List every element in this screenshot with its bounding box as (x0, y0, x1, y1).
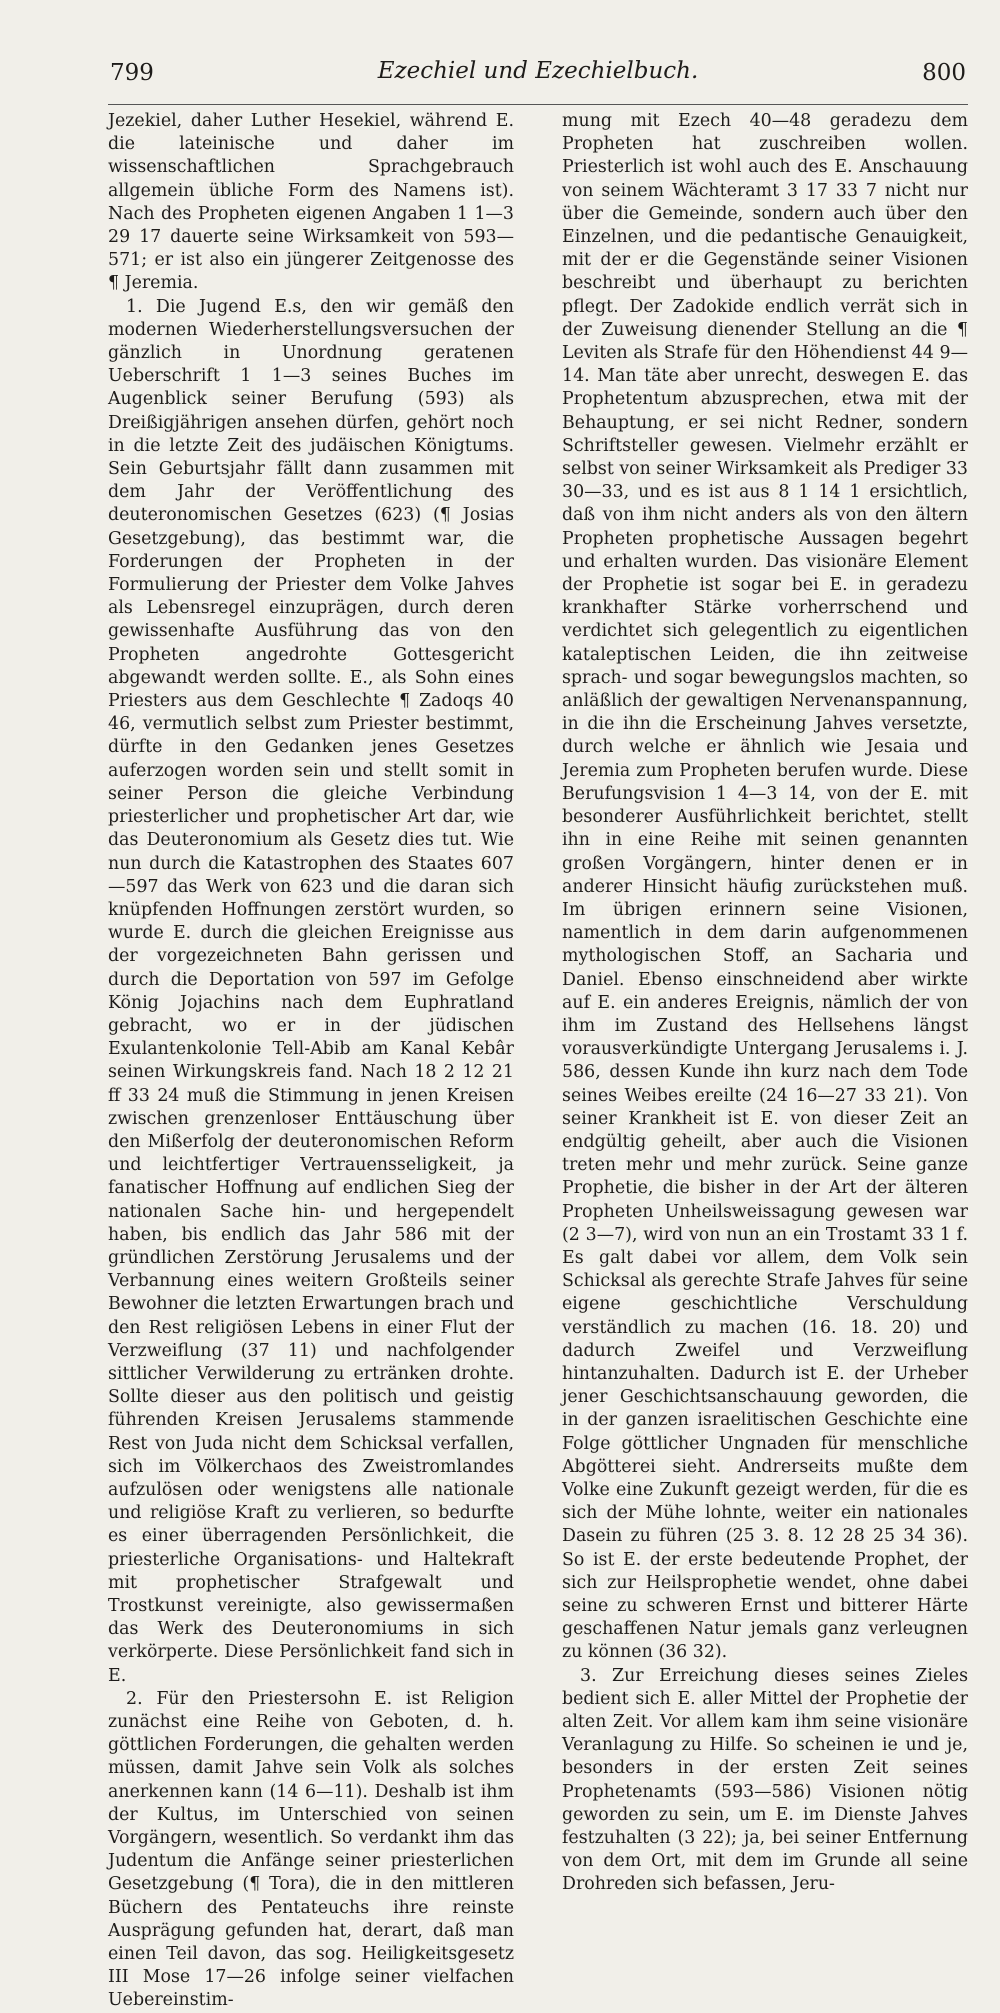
page-number-left: 799 (110, 60, 154, 86)
running-title: Ezechiel und Ezechielbuch. (377, 58, 699, 84)
header-rule (108, 104, 968, 105)
running-header (110, 58, 966, 98)
text-column-right (562, 110, 968, 1895)
paragraph: mung mit Ezech 40—48 geradezu dem Propheten hat zuschreiben wollen. Priesterlich ist wohl auch des E. Anschauung von seinem Wächteramt 3 17 33 7 nicht nur über die Gemeinde, sondern auch über den Einzelnen, und die pedantische Genauigkeit, mit der er die Gegenstände seiner Visionen beschreibt und überhaupt zu berichten pflegt. Der Zadokide endlich verrät sich in der Zuweisung dienender Stellung an die ¶ Leviten als Strafe für den Höhendienst 44 9—14. Man täte aber unrecht, deswegen E. das Prophetentum abzusprechen, etwa mit der Behauptung, er sei nicht Redner, sondern Schriftsteller gewesen. Vielmehr erzählt er selbst von seiner Wirksamkeit als Prediger 33 30—33, und es ist aus 8 1 14 1 ersichtlich, daß von ihm nicht anders als von den ältern Propheten prophetische Aussagen begehrt und erhalten wurden. Das visionäre Element der Prophetie ist sogar bei E. in geradezu krankhafter Stärke vorherrschend und verdichtet sich gelegentlich zu eigentlichen kataleptischen Leiden, die ihn zeitweise sprach- und sogar bewegungslos machten, so anläßlich der gewaltigen Nervenanspannung, in die ihn die Erscheinung Jahves versetzte, durch welche er ähnlich wie Jesaia und Jeremia zum Propheten berufen wurde. Diese Berufungsvision 1 4—3 14, von der E. mit besonderer Ausführlichkeit berichtet, stellt ihn in eine Reihe mit seinen genannten großen Vorgängern, hinter denen er in anderer Hinsicht häufig zurückstehen muß. Im übrigen erinnern seine Visionen, namentlich in dem darin aufgenommenen mythologischen Stoff, an Sacharia und Daniel. Ebenso einschneidend aber wirkte auf E. ein anderes Ereignis, nämlich der von ihm im Zustand des Hellsehens längst vorausverkündigte Untergang Jerusalems i. J. 586, dessen Kunde ihn kurz nach dem Tode seines Weibes ereilte (24 16—27 33 21). Von seiner Krankheit ist E. von dieser Zeit an endgültig geheilt, aber auch die Visionen treten mehr und mehr zurück. Seine ganze Prophetie, die bisher in der Art der älteren Propheten Unheilsweissagung gewesen war (2 3—7), wird von nun an ein Trostamt 33 1 f. Es galt dabei vor allem, dem Volk sein Schicksal als gerechte Strafe Jahves für seine eigene geschichtliche Verschuldung verständlich zu machen (16. 18. 20) und dadurch Zweifel und Verzweiflung hintanzuhalten. Dadurch ist E. der Urheber jener Geschichtsanschauung geworden, die in der ganzen israelitischen Geschichte eine Folge göttlicher Ungnaden für menschliche Abgötterei sieht. Andrerseits mußte dem Volke eine Zukunft gezeigt werden, für die es sich der Mühe lohnte, weiter ein nationales Dasein zu führen (25 3. 8. 12 28 25 34 36). So ist E. der erste bedeutende Prophet, der sich zur Heilsprophetie wendet, ohne dabei seine zu schweren Ernst und bitterer Härte geschaffenen Natur jemals ganz verleugnen zu können (36 32). (562, 111, 968, 1663)
text-column-left (108, 110, 514, 2011)
paragraph: 3. Zur Erreichung dieses seines Zieles bedient sich E. aller Mittel der Prophetie der alten Zeit. Vor allem kam ihm seine visionäre Veranlagung zu Hilfe. So scheinen ie und je, besonders in der ersten Zeit seines Prophetenamts (593—586) Visionen nötig geworden zu sein, um E. im Dienste Jahves festzuhalten (3 22); ja, bei seiner Entfernung von dem Ort, mit dem im Grunde all seine Drohreden sich befassen, Jeru- (562, 1665, 968, 1895)
paragraph: Jezekiel, daher Luther Hesekiel, während E. die lateinische und daher im wissenschaftlichen Sprachgebrauch allgemein übliche Form des Namens ist). Nach des Propheten eigenen Angaben 1 1—3 29 17 dauerte seine Wirksamkeit von 593—571; er ist also ein jüngerer Zeitgenosse des ¶ Jeremia. (108, 111, 514, 294)
page-number-right: 800 (922, 60, 966, 86)
paragraph: 2. Für den Priestersohn E. ist Religion zunächst eine Reihe von Geboten, d. h. göttlichen Forderungen, die gehalten werden müssen, damit Jahve sein Volk als solches anerkennen kann (14 6—11). Deshalb ist ihm der Kultus, im Unterschied von seinen Vorgängern, wesentlich. So verdankt ihm das Judentum die Anfänge seiner priesterlichen Gesetzgebung (¶ Tora), die in den mittleren Büchern des Pentateuchs ihre reinste Ausprägung gefunden hat, derart, daß man einen Teil davon, das sog. Heiligkeitsgesetz III Mose 17—26 infolge seiner vielfachen Uebereinstim- (108, 1688, 514, 2011)
paragraph: 1. Die Jugend E.s, den wir gemäß den modernen Wiederherstellungsversuchen der gänzlich in Unordnung geratenen Ueberschrift 1 1—3 seines Buches im Augenblick seiner Berufung (593) als Dreißigjährigen ansehen dürfen, gehört noch in die letzte Zeit des judäischen Königtums. Sein Geburtsjahr fällt dann zusammen mit dem Jahr der Veröffentlichung des deuteronomischen Gesetzes (623) (¶ Josias Gesetzgebung), das bestimmt war, die Forderungen der Propheten in der Formulierung der Priester dem Volke Jahves als Lebensregel einzuprägen, durch deren gewissenhafte Ausführung das von den Propheten angedrohte Gottesgericht abgewandt werden sollte. E., als Sohn eines Priesters aus dem Geschlechte ¶ Zadoqs 40 46, vermutlich selbst zum Priester bestimmt, dürfte in den Gedanken jenes Gesetzes auferzogen worden sein und stellt somit in seiner Person die gleiche Verbindung priesterlicher und prophetischer Art dar, wie das Deuteronomium als Gesetz dies tut. Wie nun durch die Katastrophen des Staates 607—597 das Werk von 623 und die daran sich knüpfenden Hoffnungen zerstört wurden, so wurde E. durch die gleichen Ereignisse aus der vorgezeichneten Bahn gerissen und durch die Deportation von 597 im Gefolge König Jojachins nach dem Euphratland gebracht, wo er in der jüdischen Exulantenkolonie Tell-Abib am Kanal Kebâr seinen Wirkungskreis fand. Nach 18 2 12 21 ff 33 24 muß die Stimmung in jenen Kreisen zwischen grenzenloser Enttäuschung über den Mißerfolg der deuteronomischen Reform und leichtfertiger Vertrauensseligkeit, ja fanatischer Hoffnung auf endlichen Sieg der nationalen Sache hin- und hergependelt haben, bis endlich das Jahr 586 mit der gründlichen Zerstörung Jerusalems und der Verbannung eines weitern Großteils seiner Bewohner die letzten Erwartungen brach und den Rest religiösen Lebens in einer Flut der Verzweiflung (37 11) und nachfolgender sittlicher Verwilderung zu ertränken drohte. Sollte dieser aus den politisch und geistig führenden Kreisen Jerusalems stammende Rest von Juda nicht dem Schicksal verfallen, sich im Völkerchaos des Zweistromlandes aufzulösen oder wenigstens alle nationale und religiöse Kraft zu verlieren, so bedurfte es einer überragenden Persönlichkeit, die priesterliche Organisations- und Haltekraft mit prophetischer Strafgewalt und Trostkunst vereinigte, also gewissermaßen das Werk des Deuteronomiums in sich verkörperte. Diese Persönlichkeit fand sich in E. (108, 296, 514, 1686)
